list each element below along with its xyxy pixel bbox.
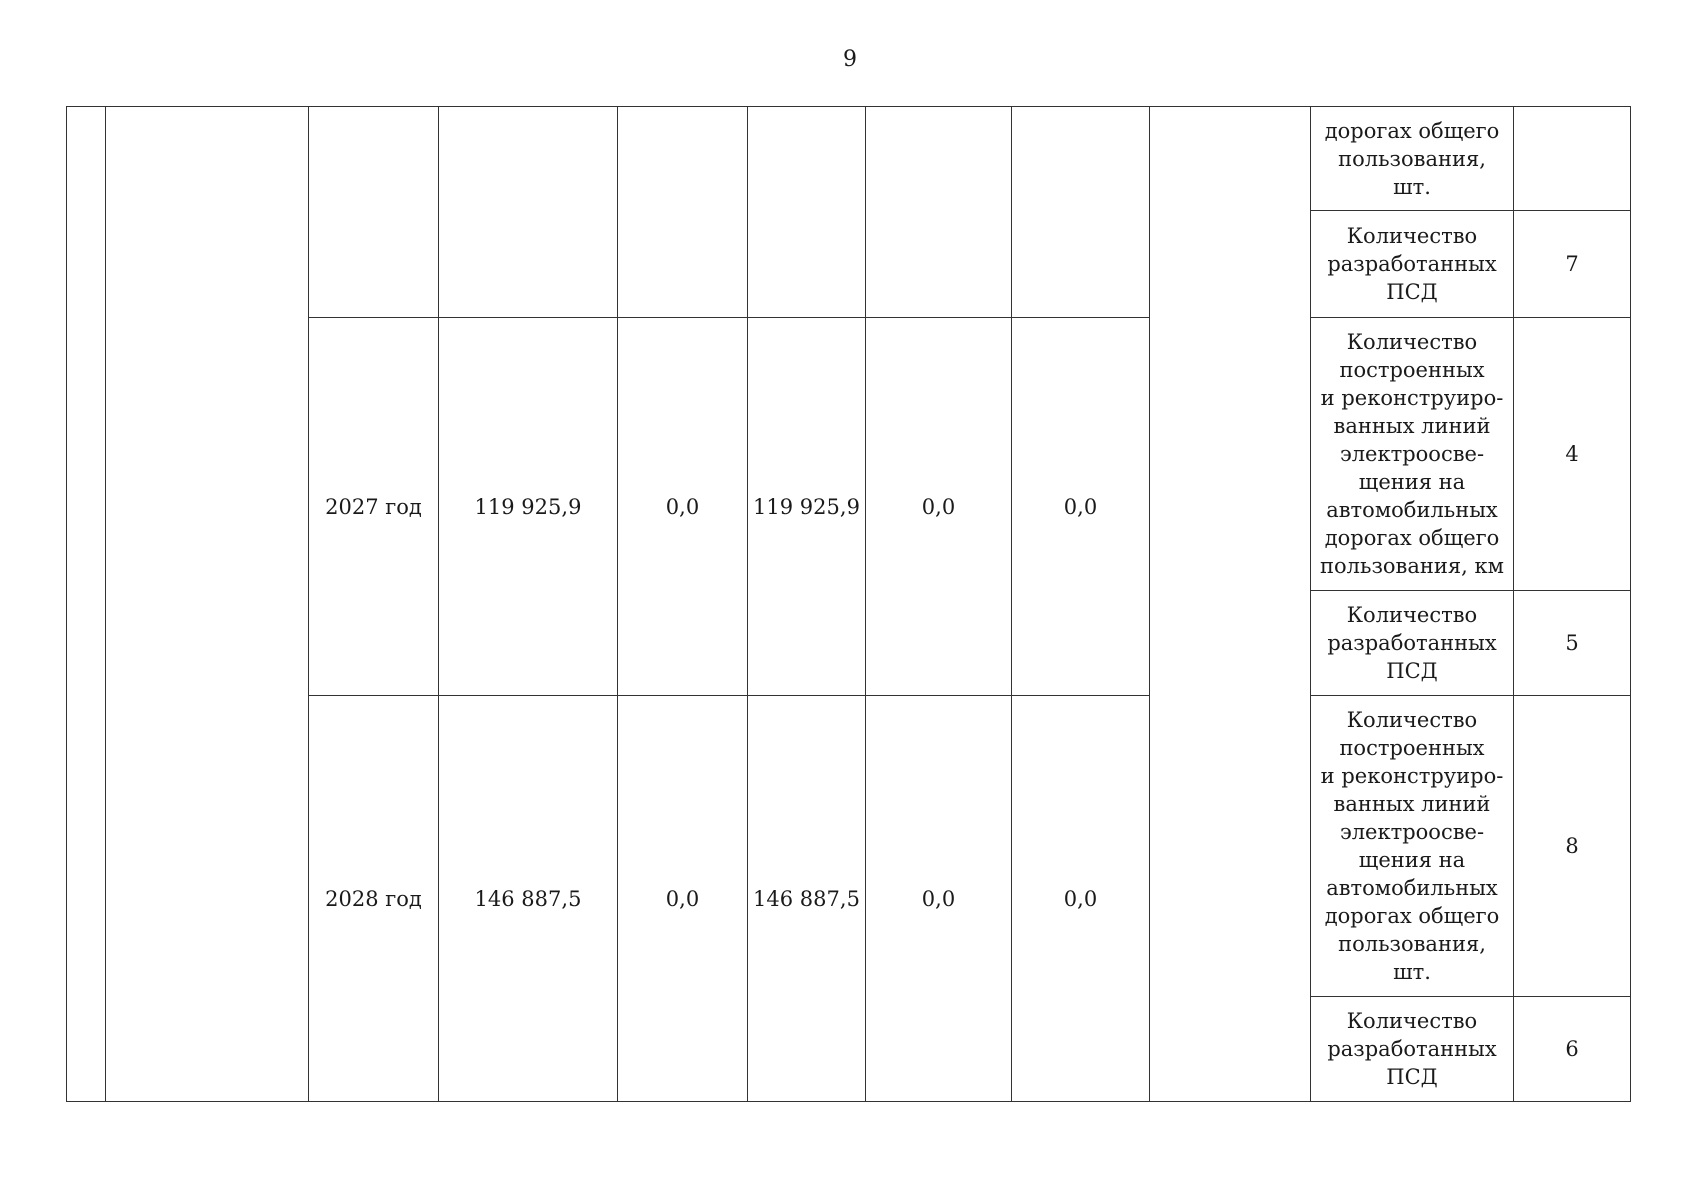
amount-cell: 0,0: [921, 494, 956, 519]
indicator-value: 5: [1565, 631, 1579, 655]
indicator-value: 7: [1565, 252, 1579, 276]
indicator-cell: Количество разработанных ПСД: [1327, 603, 1497, 683]
indicator-cell: Количество построенных и реконструиро- ванных линий электроосве- щения на автомобильных дорогах общего пользования, шт.: [1320, 708, 1504, 984]
amount-cell: 119 925,9: [474, 494, 582, 519]
amount-cell: 0,0: [665, 494, 700, 519]
column-divider: [1149, 106, 1150, 1102]
indicator-value: 6: [1565, 1037, 1579, 1061]
year-cell: 2027 год: [325, 494, 422, 519]
amount-cell: 146 887,5: [474, 886, 582, 911]
indicator-cell: Количество разработанных ПСД: [1327, 224, 1497, 304]
amount-cell: 0,0: [921, 886, 956, 911]
amount-cell: 119 925,9: [753, 494, 860, 519]
page-number: 9: [843, 47, 857, 72]
table-border-right: [1630, 106, 1631, 1102]
program-table: [66, 106, 1631, 1102]
year-cell: 2028 год: [325, 886, 422, 911]
indicator-cell: дорогах общего пользования, шт.: [1324, 118, 1500, 199]
indicator-value: 4: [1565, 442, 1579, 466]
amount-cell: 0,0: [665, 886, 700, 911]
amount-cell: 0,0: [1063, 494, 1098, 519]
indicator-value: 8: [1565, 834, 1579, 858]
amount-cell: 146 887,5: [753, 886, 860, 911]
indicator-cell: Количество разработанных ПСД: [1327, 1009, 1497, 1089]
amount-cell: 0,0: [1063, 886, 1098, 911]
indicator-cell: Количество построенных и реконструиро- ванных линий электроосве- щения на автомобильных дорогах общего пользования, км: [1320, 330, 1504, 578]
table-border-bottom: [66, 1101, 1631, 1102]
column-divider: [105, 106, 106, 1102]
table-border-left: [66, 106, 67, 1102]
